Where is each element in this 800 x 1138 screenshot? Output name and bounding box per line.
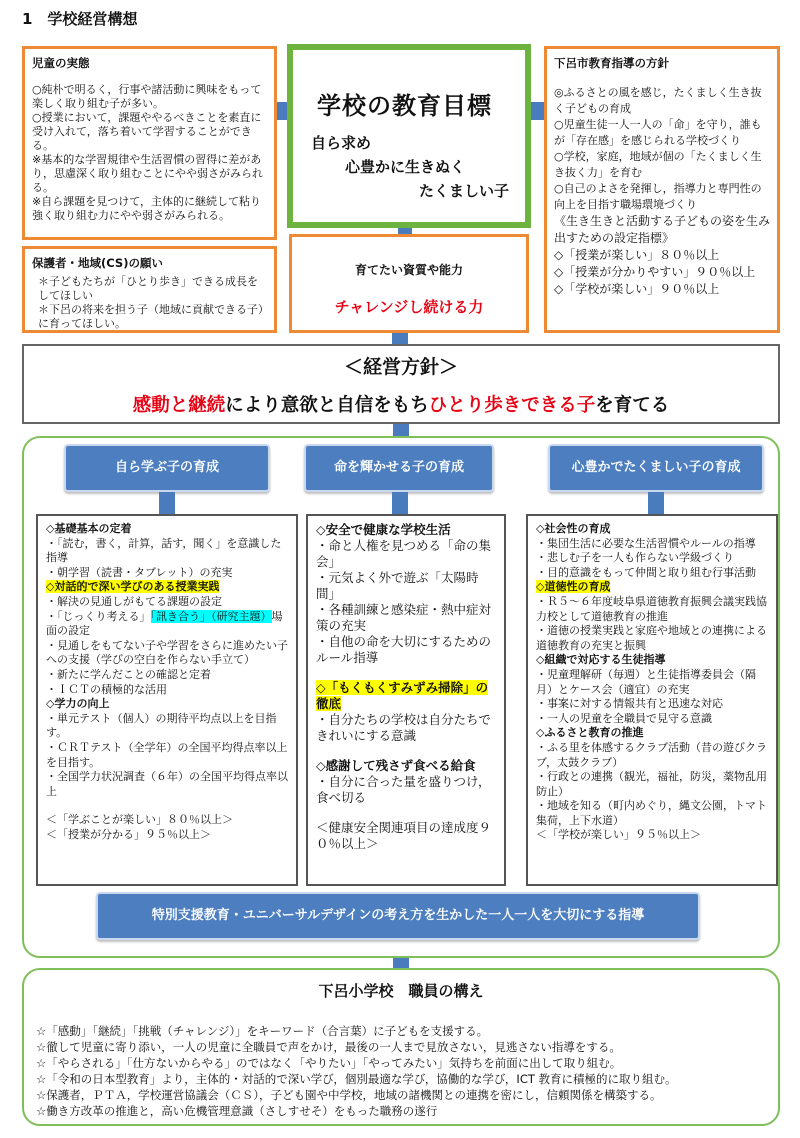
management-policy-box — [22, 344, 780, 424]
city-policy-target-heading: 《生き生きと活動する子どもの姿を生み出すための設定指標》 — [554, 214, 771, 245]
connector-qualities-policy — [392, 332, 408, 344]
children-state-box — [22, 46, 277, 240]
col1-text-dialogue — [46, 595, 288, 639]
children-state-item: ○純朴で明るく，行事や諸活動に興味をもって楽しく取り組む子が多い。 — [32, 83, 262, 110]
staff-item: ☆「令和の日本型教育」より，主体的・対話的で深い学び，個別最適な学び，協働的な学び，ICT 教育に積極的に取り組む。 — [36, 1072, 677, 1086]
qualities-value: チャレンジし続ける力 — [334, 298, 484, 316]
city-policy-heading: 下呂市教育指導の方針 — [554, 56, 669, 70]
col1-heading-dialogue-text: ◇対話的で深い学びのある授業実践 — [46, 580, 220, 594]
guardians-item: ＊下呂の将来を担う子（地域に貢献できる子）に育ってほしい。 — [38, 303, 264, 330]
staff-item: ☆働き方改革の推進と，高い危機管理意識（さしすせそ）をもった職務の遂行 — [36, 1104, 438, 1118]
city-policy-item: ○学校，家庭，地域が個の「たくましく生き抜く力」を育む — [554, 150, 762, 179]
col1-heading-achievement: ◇学力の向上 — [46, 697, 110, 711]
guardians-item: ＊子どもたちが「ひとり歩き」できる成長をしてほしい — [38, 275, 258, 302]
goal-line-1: 自ら求め — [311, 134, 372, 152]
col3-heading-guidance: ◇組織で対応する生徒指導 — [536, 653, 666, 667]
city-policy-target: ◇「授業が分かりやすい」９０％以上 — [554, 265, 756, 279]
connector-pillar-1 — [159, 492, 175, 514]
col1-text-support: ・見通しをもてない子や学習をさらに進めたい子への支援（学びの空白を作らない手立て） ・新たに学んだことの確認と定着 ・ＩＣＴの積極的な活用 — [46, 638, 288, 696]
city-policy-target: ◇「授業が楽しい」８０％以上 — [554, 248, 720, 262]
col1-text-dialogue-highlight: 「訊き合う」（研究主題） — [150, 609, 272, 623]
col1-text-achievement: ・単元テスト（個人）の期待平均点以上を目指す。 ・ＣＲＴテスト（全学年）の全国平均得点率以上を目指す。 ・全国学力状況調査（６年）の全国平均得点率以上 — [46, 711, 288, 798]
management-policy-statement — [24, 391, 778, 417]
col1-text-basics: ・「読む，書く，計算，話す，聞く」を意識した指導 ・朝学習（読書・タブレット）の充実 — [46, 536, 282, 579]
city-policy-target: ◇「学校が楽しい」９０％以上 — [554, 282, 720, 296]
column-self-learning — [36, 514, 298, 886]
policy-part-2: により意欲と自信をもち — [225, 395, 429, 416]
col1-heading-basics: ◇基礎基本の定着 — [46, 522, 132, 535]
column-rich-heart — [526, 514, 778, 886]
col2-text-lunch: ・自分に合った量を盛りつけ，食べ切る — [316, 774, 491, 805]
connector-policy-frame — [393, 422, 409, 436]
city-policy-box — [544, 46, 780, 333]
children-state-item: ○授業において，課題ややるべきことを素直に受け入れて，落ち着いて学習することができる。 — [32, 111, 262, 152]
city-policy-item: ○自己のよさを発揮し，指導力と専門性の向上を目指す職場環境づくり — [554, 182, 762, 211]
children-state-item: ※基本的な学習規律や生活習慣の習得に差があり，思慮深く取り組むことにやや弱さがみられる。 — [32, 153, 263, 194]
policy-part-4: を育てる — [595, 395, 670, 416]
staff-box — [22, 968, 780, 1126]
children-state-heading: 児童の実態 — [32, 56, 90, 70]
city-policy-item: ◎ふるさとの風を感じ，たくましく生き抜く子どもの育成 — [554, 86, 762, 115]
connector-pillar-3 — [648, 492, 664, 514]
col3-heading-hometown: ◇ふるさと教育の推進 — [536, 726, 644, 740]
col1-targets: ＜「学ぶことが楽しい」８０％以上＞ ＜「授業が分かる」９５％以上＞ — [46, 813, 233, 841]
column-life — [306, 514, 506, 886]
staff-item: ☆「やらされる」「仕方ないからやる」のではなく「やりたい」「やってみたい」気持ちを前面に出して取り組む。 — [36, 1056, 622, 1070]
staff-item: ☆「感動」「継続」「挑戦（チャレンジ）」をキーワード（合言葉）に子どもを支援する。 — [36, 1024, 489, 1038]
qualities-box — [289, 234, 529, 333]
col2-text-safety: ・命と人権を見つめる「命の集会」 ・元気よく外で遊ぶ「太陽時間」 ・各種訓練と感染症・熱中症対策の充実 ・自他の命を大切にするためのルール指導 — [316, 538, 492, 665]
col3-heading-morality-text: ◇道徳性の育成 — [536, 580, 611, 594]
col3-target: ＜「学校が楽しい」９５％以上＞ — [536, 828, 701, 842]
pillar-self-learning: 自ら学ぶ子の育成 — [64, 444, 270, 492]
pillar-rich-heart: 心豊かでたくましい子の育成 — [548, 444, 764, 492]
connector-pillar-2 — [392, 492, 408, 514]
col3-text-guidance: ・児童理解研（毎週）と生徒指導委員会（隔月）とケース会（適宜）の充実 ・事案に対する情報共有と迅速な対応 ・一人の児童を全職員で見守る意識 — [536, 667, 756, 725]
section-title: 1 学校経営構想 — [22, 10, 138, 28]
city-policy-item: ○児童生徒一人一人の「命」を守り，誰もが「存在感」を感じられる学校づくり — [554, 118, 762, 147]
col3-text-morality: ・Ｒ５～６年度岐阜県道徳教育振興会議実践協力校として道徳教育の推進 ・道徳の授業実践と家庭や地域との連携による道徳教育の充実と振興 — [536, 594, 767, 652]
goal-title: 学校の教育目標 — [317, 92, 492, 120]
special-support-banner: 特別支援教育・ユニバーサルデザインの考え方を生かした一人一人を大切にする指導 — [96, 892, 700, 940]
col2-text-cleaning: ・自分たちの学校は自分たちできれいにする意識 — [316, 712, 491, 743]
pillar-life: 命を輝かせる子の育成 — [304, 444, 494, 492]
col2-target: ＜健康安全関連項目の達成度９０％以上＞ — [316, 820, 492, 851]
staff-heading: 下呂小学校 職員の構え — [318, 982, 484, 1000]
col1-text-dialogue-a: ・解決の見通しがもてる課題の設定 ・「じっくり考える」 — [46, 594, 222, 623]
qualities-heading: 育てたい資質や能力 — [354, 263, 463, 277]
staff-item: ☆保護者，ＰＴＡ，学校運営協議会（ＣＳ），子ども園や中学校，地域の諸機関との連携を密にし，信頼関係を構築する。 — [36, 1088, 662, 1102]
col2-heading-cleaning-text: ◇「もくもくすみずみ掃除」の徹底 — [316, 680, 489, 711]
children-state-item: ※自ら課題を見つけて，主体的に継続して粘り強く取り組む力にやや弱さがみられる。 — [32, 195, 261, 222]
col2-heading-lunch: ◇感謝して残さず食べる給食 — [316, 758, 476, 773]
col1-heading-dialogue — [46, 580, 288, 595]
goal-line-2: 心豊かに生きぬく — [345, 158, 466, 176]
guardians-heading: 保護者・地域(CS)の願い — [32, 256, 163, 270]
management-policy-heading: ＜経営方針＞ — [343, 356, 458, 378]
col3-heading-social: ◇社会性の育成 — [536, 522, 611, 535]
col2-heading-cleaning — [316, 680, 496, 712]
policy-part-1: 感動と継続 — [132, 395, 226, 416]
col1-text-dialogue-c: 場面の設定 — [46, 609, 283, 638]
education-goal-box — [287, 44, 531, 228]
col3-text-hometown: ・ふる里を体感するクラブ活動（昔の遊びクラブ，太鼓クラブ） ・行政との連携（観光，福祉，防災，薬物乱用防止） ・地域を知る（町内めぐり，縄文公園，トマト集荷，上下水道） — [536, 740, 767, 827]
staff-item: ☆徹して児童に寄り添い，一人の児童に全職員で声をかけ，最後の一人まで見放さない，見逃さない指導をする。 — [36, 1040, 621, 1054]
guardians-box — [22, 246, 277, 333]
policy-part-3: ひとり歩きできる子 — [428, 395, 596, 416]
col3-heading-morality — [536, 580, 768, 595]
col2-heading-safety: ◇安全で健康な学校生活 — [316, 522, 451, 537]
goal-line-3: たくましい子 — [419, 182, 510, 200]
col3-text-social: ・集団生活に必要な生活習慣やルールの指導 ・悲しむ子を一人も作らない学級づくり ・目的意識をもって仲間と取り組む行事活動 — [536, 536, 756, 579]
